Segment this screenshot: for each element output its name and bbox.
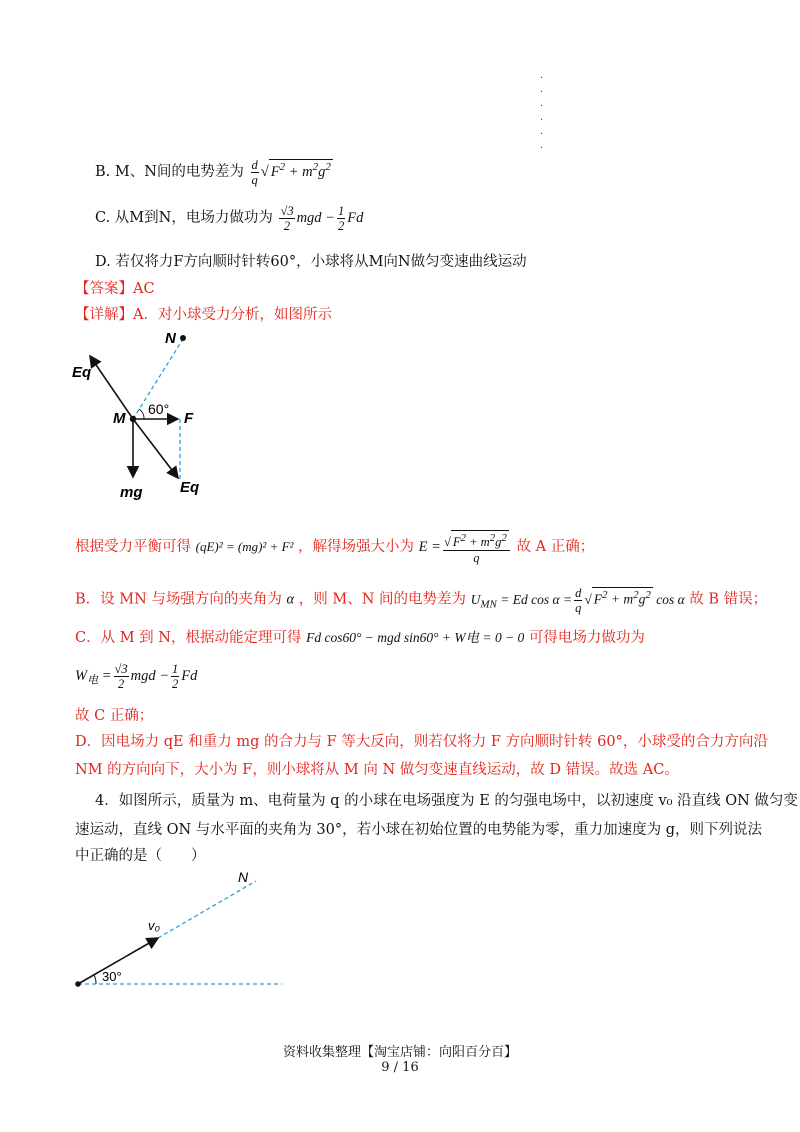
force-diagram xyxy=(70,325,230,505)
option-label: D. xyxy=(95,254,111,270)
label-mg: mg xyxy=(120,484,143,501)
solution-d-line1: D．因电场力 qE 和重力 mg 的合力与 F 等大反向，则若仅将力 F 方向顺时针转 60°，小球受的合力方向沿 xyxy=(75,734,768,750)
page-number: 9 / 16 xyxy=(381,1060,419,1075)
solution-a xyxy=(75,530,594,565)
label-angle: 30° xyxy=(102,969,122,984)
label-f: F xyxy=(184,410,194,427)
answer-line xyxy=(75,279,155,299)
option-text: M、N间的电势差为 xyxy=(114,163,244,180)
label-eq-bottom: Eq xyxy=(180,479,200,496)
option-d xyxy=(95,252,527,272)
detail-line xyxy=(75,305,332,325)
solution-text: 可得电场力做功为 xyxy=(528,630,645,646)
point-o xyxy=(75,981,81,987)
answer-value: AC xyxy=(133,281,155,297)
solution-d-line2: NM 的方向向下，大小为 F，则小球将从 M 向 N 做匀变速直线运动，故 D 错误。故选 AC。 xyxy=(75,762,679,778)
solution-c xyxy=(75,628,645,648)
solution-result: 故 B 错误； xyxy=(689,591,768,608)
option-label: C. xyxy=(95,209,111,226)
point-m xyxy=(130,416,136,422)
solution-text: 根据受力平衡可得 xyxy=(75,538,191,555)
detail-text: A．对小球受力分析，如图所示 xyxy=(133,307,332,323)
option-label: B. xyxy=(95,163,111,180)
solution-text: B．设 MN 与场强方向的夹角为 xyxy=(75,591,282,608)
angle-arc xyxy=(94,975,96,984)
velocity-diagram xyxy=(70,868,300,998)
option-b-formula: $\frac{d}{q}$ √ $F^2 + m^2g^2$ xyxy=(251,158,331,187)
question4-line1: 4．如图所示，质量为 m、电荷量为 q 的小球在电场强度为 E 的匀强电场中，以初速度 v₀ 沿直线 ON 做匀变 xyxy=(95,793,798,809)
alpha-symbol: α xyxy=(286,591,295,608)
field-strength-formula: E = $\frac{√ F^2 + m^2g^2}{q}$ xyxy=(419,539,512,555)
option-text: 若仅将力F方向顺时针转60°，小球将从M向N做匀变速曲线运动 xyxy=(115,254,527,270)
option-text: 从M到N，电场力做功为 xyxy=(114,209,273,226)
on-dashed-line xyxy=(158,881,256,938)
equation: (qE)² = (mg)² + F² xyxy=(195,538,294,554)
label-n: N xyxy=(238,869,249,885)
eq-down-arrow xyxy=(133,419,178,478)
solution-text: C．从 M 到 N，根据动能定理可得 xyxy=(75,630,302,646)
equation: Fd cos60° − mgd sin60° + W电 = 0 − 0 xyxy=(306,630,525,645)
footer-source: 资料收集整理【淘宝店铺：向阳百分百】 xyxy=(282,1045,517,1060)
detail-tag: 【详解】 xyxy=(75,307,133,323)
answer-tag: 【答案】 xyxy=(75,281,133,297)
question4-line3: 中正确的是（ ） xyxy=(75,848,206,864)
option-b xyxy=(95,158,333,187)
solution-text: ，解得场强大小为 xyxy=(298,538,415,555)
solution-result: 故 A 正确； xyxy=(516,538,595,555)
solution-c-result: 故 C 正确； xyxy=(75,708,154,724)
question4-line2: 速运动，直线 ON 与水平面的夹角为 30°，若小球在初始位置的电势能为零，重力加速度为 g，则下列说法 xyxy=(75,822,762,838)
solution-text: ，则 M、N 间的电势差为 xyxy=(298,591,467,608)
option-c xyxy=(95,204,363,233)
label-eq-top: Eq xyxy=(72,364,92,381)
eq-up-arrow xyxy=(90,356,133,419)
label-n: N xyxy=(165,330,176,347)
margin-dots: · · · · · · xyxy=(540,73,544,154)
solution-b xyxy=(75,586,767,615)
angle-arc xyxy=(139,409,144,419)
work-formula: $W_电$ = $\frac{√3}{2}$ mgd − $\frac{1}{2}$ Fd xyxy=(75,662,198,691)
label-m: M xyxy=(113,410,126,427)
potential-difference-formula: $U_{MN} = Ed$ cos α = $\frac{d}{q}$ √ $F^2 + m^2g^2$ cos α xyxy=(470,586,685,615)
option-c-formula: $\frac{√3}{2}$ mgd − $\frac{1}{2}$ Fd xyxy=(280,204,364,233)
label-v0: v₀ xyxy=(148,918,160,933)
point-n xyxy=(180,335,186,341)
label-angle: 60° xyxy=(148,401,170,417)
